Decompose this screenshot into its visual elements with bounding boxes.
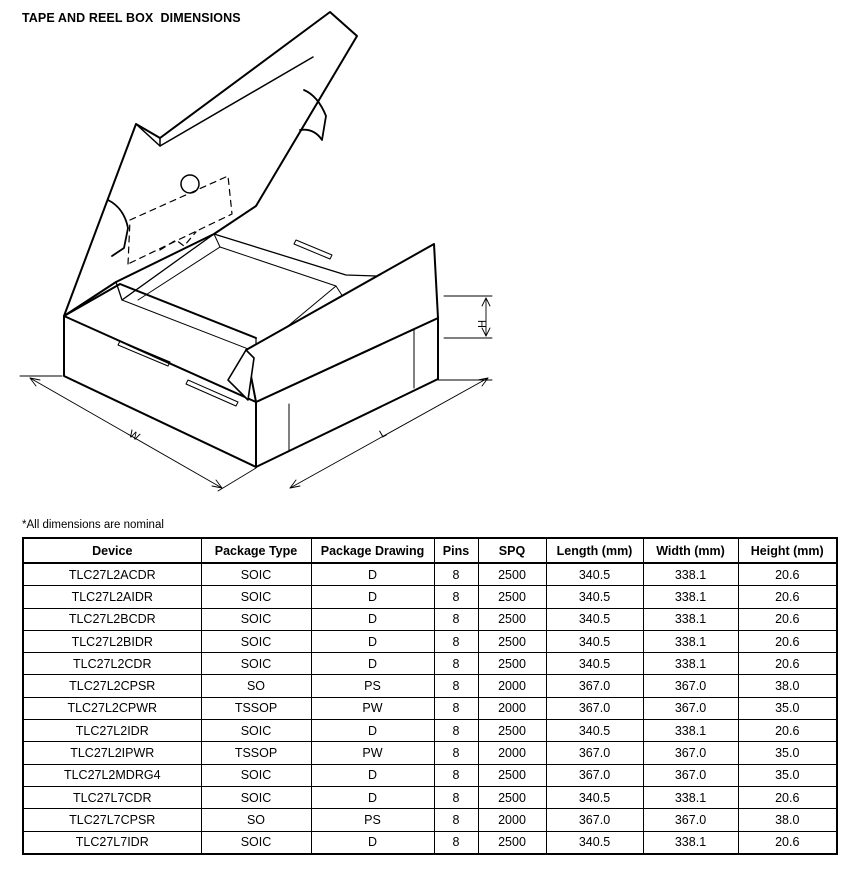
cell-spq: 2500 [478,720,546,742]
cell-spq: 2000 [478,675,546,697]
table-body [23,563,837,854]
cell-width: 338.1 [643,563,738,586]
cell-spq: 2500 [478,563,546,586]
cell-package-type: SOIC [201,720,311,742]
cell-pins: 8 [434,786,478,808]
cell-device: TLC27L2BCDR [23,608,201,630]
cell-device: TLC27L7IDR [23,831,201,854]
cell-height: 35.0 [738,764,837,786]
cell-spq: 2500 [478,764,546,786]
cell-width: 338.1 [643,653,738,675]
cell-package-drawing: D [311,764,434,786]
cell-device: TLC27L2IPWR [23,742,201,764]
width-label: W [126,428,142,444]
header-package-type: Package Type [201,538,311,563]
cell-width: 367.0 [643,809,738,831]
header-height: Height (mm) [738,538,837,563]
cell-height: 20.6 [738,586,837,608]
table-row [23,809,837,831]
cell-height: 20.6 [738,720,837,742]
cell-width: 338.1 [643,608,738,630]
cell-package-type: SOIC [201,786,311,808]
header-width: Width (mm) [643,538,738,563]
cell-height: 38.0 [738,675,837,697]
cell-spq: 2000 [478,809,546,831]
cell-pins: 8 [434,675,478,697]
cell-pins: 8 [434,563,478,586]
cell-spq: 2000 [478,742,546,764]
cell-package-type: SO [201,809,311,831]
header-length: Length (mm) [546,538,643,563]
table-row [23,675,837,697]
cell-pins: 8 [434,653,478,675]
cell-length: 340.5 [546,563,643,586]
cell-height: 20.6 [738,786,837,808]
cell-length: 367.0 [546,697,643,719]
header-pins: Pins [434,538,478,563]
cell-height: 20.6 [738,608,837,630]
cell-package-drawing: D [311,586,434,608]
cell-length: 367.0 [546,809,643,831]
cell-spq: 2500 [478,630,546,652]
cell-spq: 2500 [478,653,546,675]
table-row [23,742,837,764]
header-package-drawing: Package Drawing [311,538,434,563]
cell-device: TLC27L2ACDR [23,563,201,586]
cell-package-type: SOIC [201,764,311,786]
cell-spq: 2000 [478,697,546,719]
cell-length: 340.5 [546,653,643,675]
cell-package-drawing: D [311,831,434,854]
cell-package-type: TSSOP [201,742,311,764]
cell-spq: 2500 [478,786,546,808]
cell-length: 340.5 [546,831,643,854]
cell-package-drawing: PS [311,675,434,697]
cell-width: 338.1 [643,630,738,652]
table-row [23,563,837,586]
cell-pins: 8 [434,697,478,719]
table-row [23,586,837,608]
cell-width: 338.1 [643,831,738,854]
cell-height: 20.6 [738,630,837,652]
cell-package-drawing: D [311,608,434,630]
box-lid [64,12,357,316]
cell-pins: 8 [434,630,478,652]
cell-package-type: SOIC [201,563,311,586]
cell-width: 367.0 [643,742,738,764]
table-row [23,764,837,786]
cell-length: 367.0 [546,742,643,764]
table-row [23,720,837,742]
cell-package-type: SOIC [201,831,311,854]
cell-width: 367.0 [643,697,738,719]
table-row [23,608,837,630]
cell-height: 38.0 [738,809,837,831]
cell-package-drawing: D [311,786,434,808]
cell-pins: 8 [434,809,478,831]
cell-length: 367.0 [546,675,643,697]
cell-pins: 8 [434,586,478,608]
cell-width: 338.1 [643,586,738,608]
cell-package-type: SOIC [201,653,311,675]
header-spq: SPQ [478,538,546,563]
table-header-row [23,538,837,563]
cell-height: 35.0 [738,742,837,764]
cell-length: 340.5 [546,720,643,742]
cell-device: TLC27L2CPWR [23,697,201,719]
cell-package-type: SOIC [201,586,311,608]
height-label: H [475,320,487,328]
cell-package-type: SOIC [201,608,311,630]
cell-length: 340.5 [546,630,643,652]
cell-pins: 8 [434,742,478,764]
table-row [23,630,837,652]
cell-package-drawing: PS [311,809,434,831]
cell-width: 338.1 [643,786,738,808]
cell-height: 35.0 [738,697,837,719]
nominal-note: *All dimensions are nominal [22,519,164,531]
cell-device: TLC27L7CPSR [23,809,201,831]
cell-device: TLC27L2BIDR [23,630,201,652]
cell-pins: 8 [434,764,478,786]
cell-width: 367.0 [643,764,738,786]
cell-package-type: SOIC [201,630,311,652]
length-label: L [377,427,389,441]
cell-length: 340.5 [546,608,643,630]
cell-pins: 8 [434,720,478,742]
cell-package-type: TSSOP [201,697,311,719]
table-row [23,831,837,854]
cell-device: TLC27L2IDR [23,720,201,742]
cell-device: TLC27L2CDR [23,653,201,675]
cell-length: 340.5 [546,786,643,808]
cell-package-type: SO [201,675,311,697]
cell-height: 20.6 [738,831,837,854]
cell-device: TLC27L2CPSR [23,675,201,697]
cell-package-drawing: D [311,563,434,586]
table-row [23,786,837,808]
cell-device: TLC27L2MDRG4 [23,764,201,786]
cell-width: 338.1 [643,720,738,742]
dimensions-table [22,537,838,855]
cell-height: 20.6 [738,563,837,586]
cell-package-drawing: PW [311,697,434,719]
cell-height: 20.6 [738,653,837,675]
cell-spq: 2500 [478,831,546,854]
cell-length: 340.5 [546,586,643,608]
cell-width: 367.0 [643,675,738,697]
page-title: TAPE AND REEL BOX DIMENSIONS [22,11,241,25]
cell-device: TLC27L2AIDR [23,586,201,608]
cell-device: TLC27L7CDR [23,786,201,808]
cell-spq: 2500 [478,586,546,608]
table-row [23,653,837,675]
cell-length: 367.0 [546,764,643,786]
cell-pins: 8 [434,608,478,630]
cell-package-drawing: D [311,720,434,742]
cell-spq: 2500 [478,608,546,630]
table-row [23,697,837,719]
cell-package-drawing: PW [311,742,434,764]
cell-package-drawing: D [311,630,434,652]
cell-package-drawing: D [311,653,434,675]
header-device: Device [23,538,201,563]
cell-pins: 8 [434,831,478,854]
